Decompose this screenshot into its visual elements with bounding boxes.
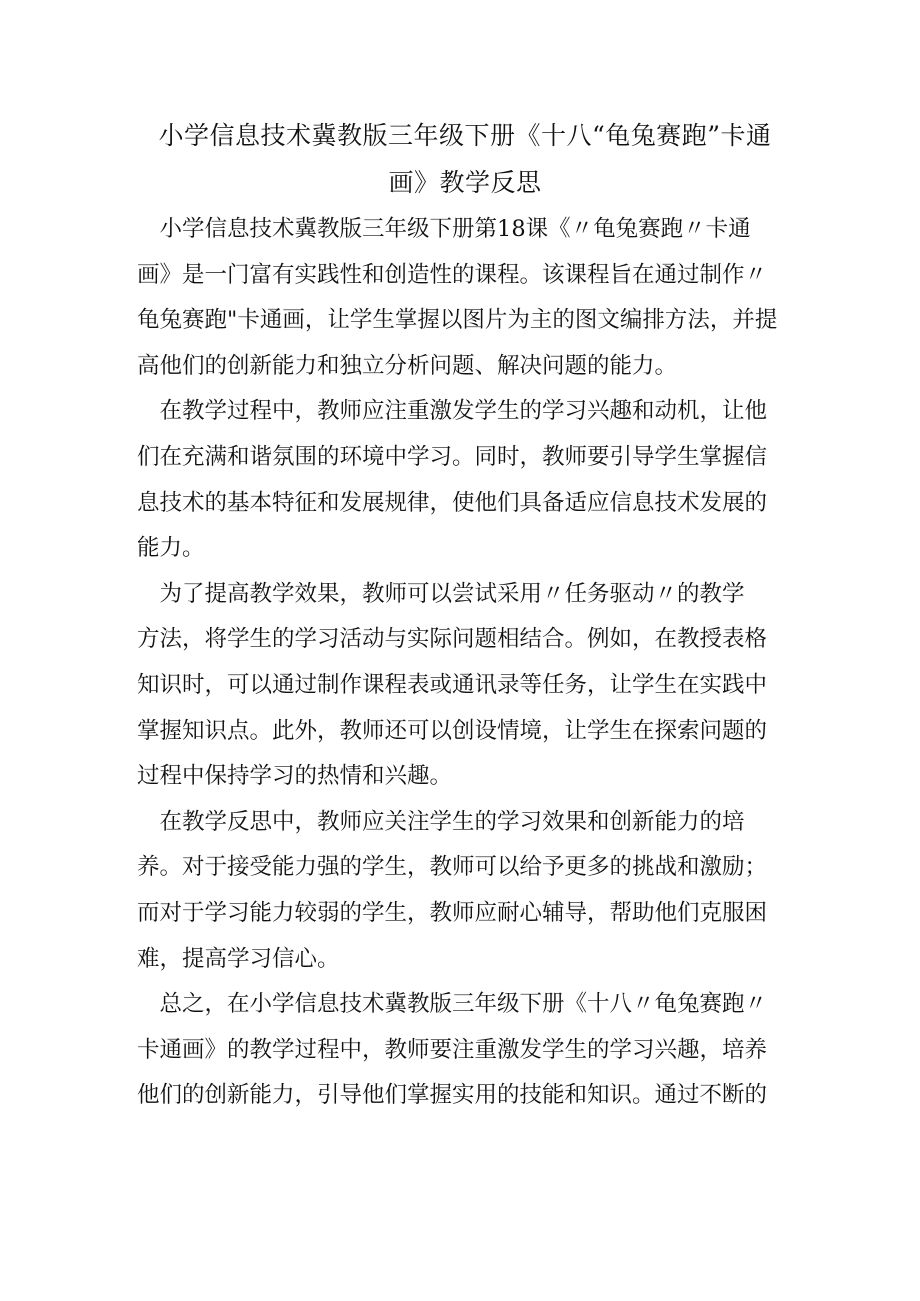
paragraph-conclusion (137, 982, 792, 1119)
text-line: 知识时，可以通过制作课程表或通讯录等任务，让学生在实践中 (137, 671, 768, 698)
text-line: 画》是一门富有实践性和创造性的课程。该课程旨在通过制作〃 (137, 261, 768, 288)
text-line: 能力。 (137, 535, 205, 562)
text-line: 为了提高教学效果，教师可以尝试采用〃任务驱动〃的教学 (137, 580, 745, 607)
text-line: 在教学过程中，教师应注重激发学生的学习兴趣和动机，让他 (137, 398, 768, 425)
text-line: 卡通画》的教学过程中，教师要注重激发学生的学习兴趣，培养 (137, 1036, 768, 1063)
text-line: 过程中保持学习的热情和兴趣。 (137, 763, 453, 790)
text-line: 息技术的基本特征和发展规律，使他们具备适应信息技术发展的 (137, 489, 768, 516)
title-line: 小学信息技术冀教版三年级下册《十八“龟兔赛跑”卡通 (158, 121, 772, 150)
text-line: 龟兔赛跑"卡通画，让学生掌握以图片为主的图文编排方法，并提 (137, 307, 778, 334)
document-title (140, 112, 790, 206)
document-body (137, 207, 792, 1119)
text-line: 总之，在小学信息技术冀教版三年级下册《十八〃龟兔赛跑〃 (137, 991, 768, 1018)
text-line: 们在充满和谐氛围的环境中学习。同时，教师要引导学生掌握信 (137, 443, 768, 470)
text-line: 而对于学习能力较弱的学生，教师应耐心辅导，帮助他们克服困 (137, 899, 768, 926)
paragraph-intro (137, 207, 792, 389)
text-line: 高他们的创新能力和独立分析问题、解决问题的能力。 (137, 352, 678, 379)
text-line: 掌握知识点。此外，教师还可以创设情境，让学生在探索问题的 (137, 717, 768, 744)
paragraph-task-driven (137, 572, 792, 800)
text-line: 难，提高学习信心。 (137, 945, 340, 972)
text-line: 方法，将学生的学习活动与实际问题相结合。例如，在教授表格 (137, 626, 768, 653)
paragraph-teaching-process (137, 389, 792, 571)
text-line: 小学信息技术冀教版三年级下册第18课《〃龟兔赛跑〃卡通 (137, 216, 751, 242)
title-line: 画》教学反思 (388, 168, 542, 197)
text-line: 他们的创新能力，引导他们掌握实用的技能和知识。通过不断的 (137, 1082, 768, 1109)
paragraph-reflection (137, 800, 792, 982)
text-line: 在教学反思中，教师应关注学生的学习效果和创新能力的培 (137, 808, 745, 835)
text-line: 养。对于接受能力强的学生，教师可以给予更多的挑战和激励； (137, 854, 768, 881)
